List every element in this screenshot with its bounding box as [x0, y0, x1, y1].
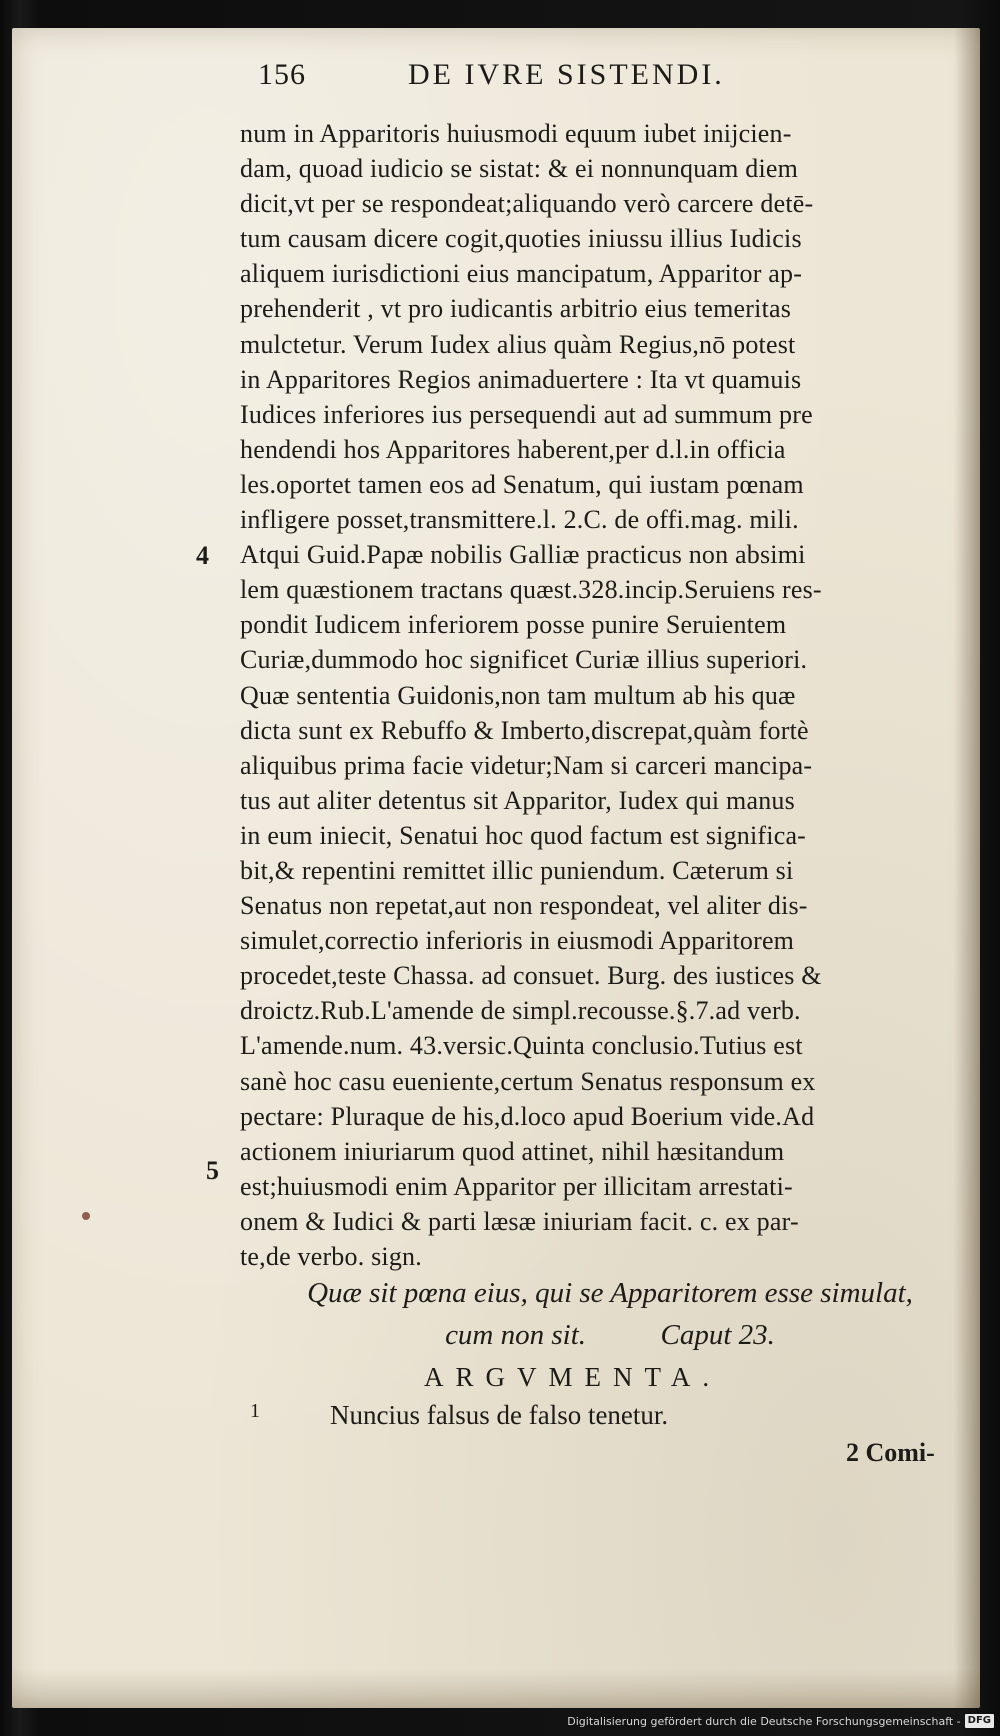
text-line: tus aut aliter detentus sit Apparitor, Iudex qui manus [240, 785, 795, 815]
text-line: in eum iniecit, Senatui hoc quod factum est significa- [240, 820, 807, 850]
margin-number-4: 4 [196, 541, 209, 570]
text-line: procedet,teste Chassa. ad consuet. Burg. des iustices & [240, 961, 822, 991]
text-line: est;huiusmodi enim Apparitor per illicitam arrestati- [240, 1171, 793, 1201]
text-line: infligere posset,transmittere.l. 2.C. de offi.mag. mili. [240, 505, 799, 535]
ink-stain-mark [82, 1212, 90, 1220]
text-line: L'amende.num. 43.versic.Quinta conclusio.Tutius est [240, 1031, 803, 1061]
chapter-title-line2 [240, 1314, 980, 1356]
text-line: aliquem iurisdictioni eius mancipatum, Apparitor ap- [240, 259, 803, 289]
text-line: dicit,vt per se respondeat;aliquando verò carcere detē- [240, 189, 814, 219]
argument-number: 1 [250, 1400, 260, 1422]
text-line: sanè hoc casu eueniente,certum Senatus responsum ex [240, 1066, 816, 1096]
text-line: droictz.Rub.L'amende de simpl.recousse.§.7.ad verb. [240, 996, 801, 1026]
text-line: Curiæ,dummodo hoc significet Curiæ illius superiori. [240, 645, 808, 675]
text-line: pondit Iudicem inferiorem posse punire Seruientem [240, 610, 787, 640]
text-line: simulet,correctio inferioris in eiusmodi Apparitorem [240, 926, 795, 956]
credit-text: Digitalisierung gefördert durch die Deutsche Forschungsgemeinschaft - [567, 1714, 961, 1728]
text-line: actionem iniuriarum quod attinet, nihil hæsitandum [240, 1136, 785, 1166]
text-line: aliquibus prima facie videtur;Nam si carceri mancipa- [240, 750, 813, 780]
text-line: prehenderit , vt pro iudicantis arbitrio eius temeritas [240, 294, 792, 324]
text-line: num in Apparitoris huiusmodi equum iubet inijcien- [240, 119, 792, 148]
chapter-title [240, 1272, 980, 1356]
text-line: onem & Iudici & parti læsæ iniuriam facit. c. ex par- [240, 1206, 799, 1236]
chapter-title-line1: Quæ sit pœna eius, qui se Apparitorem esse simulat, [307, 1277, 913, 1309]
text-line: dicta sunt ex Rebuffo & Imberto,discrepat,quàm fortè [240, 715, 809, 745]
text-line: Quæ sententia Guidonis,non tam multum ab his quæ [240, 680, 796, 710]
text-line: mulctetur. Verum Iudex alius quàm Regius,nō potest [240, 329, 796, 359]
text-line: hendendi hos Apparitores haberent,per d.l.in officia [240, 434, 786, 464]
text-line: tum causam dicere cogit,quoties iniussu illius Iudicis [240, 224, 802, 254]
text-line: dam, quoad iudicio se sistat: & ei nonnunquam diem [240, 154, 799, 184]
chapter-title-line2-text: cum non sit. [445, 1319, 587, 1351]
text-line: Iudices inferiores ius persequendi aut ad summum pre [240, 399, 813, 429]
running-head: DE IVRE SISTENDI. [408, 58, 725, 91]
body-text-block [240, 116, 968, 1274]
dfg-logo: DFG [965, 1714, 994, 1728]
text-line: te,de verbo. sign. [240, 1242, 422, 1271]
text-line: Atqui Guid.Papæ nobilis Galliæ practicus non absimi [240, 540, 806, 570]
page-number: 156 [258, 58, 306, 91]
digitization-credit [567, 1712, 994, 1730]
page-header [258, 58, 818, 102]
argument-text: Nuncius falsus de falso tenetur. [330, 1400, 669, 1430]
text-line: bit,& repentini remittet illic puniendum. Cæterum si [240, 855, 794, 885]
catchword: 2 Comi- [846, 1438, 935, 1467]
chapter-number: Caput 23. [660, 1319, 775, 1351]
text-line: in Apparitores Regios animaduertere : Ita vt quamuis [240, 364, 802, 394]
margin-number-5: 5 [206, 1156, 219, 1185]
text-line: pectare: Pluraque de his,d.loco apud Boerium vide.Ad [240, 1101, 815, 1131]
argumenta-heading: ARGVMENTA. [424, 1362, 722, 1392]
text-line: les.oportet tamen eos ad Senatum, qui iustam pœnam [240, 469, 804, 499]
text-line: lem quæstionem tractans quæst.328.incip.Seruiens res- [240, 575, 822, 605]
text-line: Senatus non repetat,aut non respondeat, vel aliter dis- [240, 891, 808, 921]
page-bottom-shadow [12, 1668, 980, 1708]
